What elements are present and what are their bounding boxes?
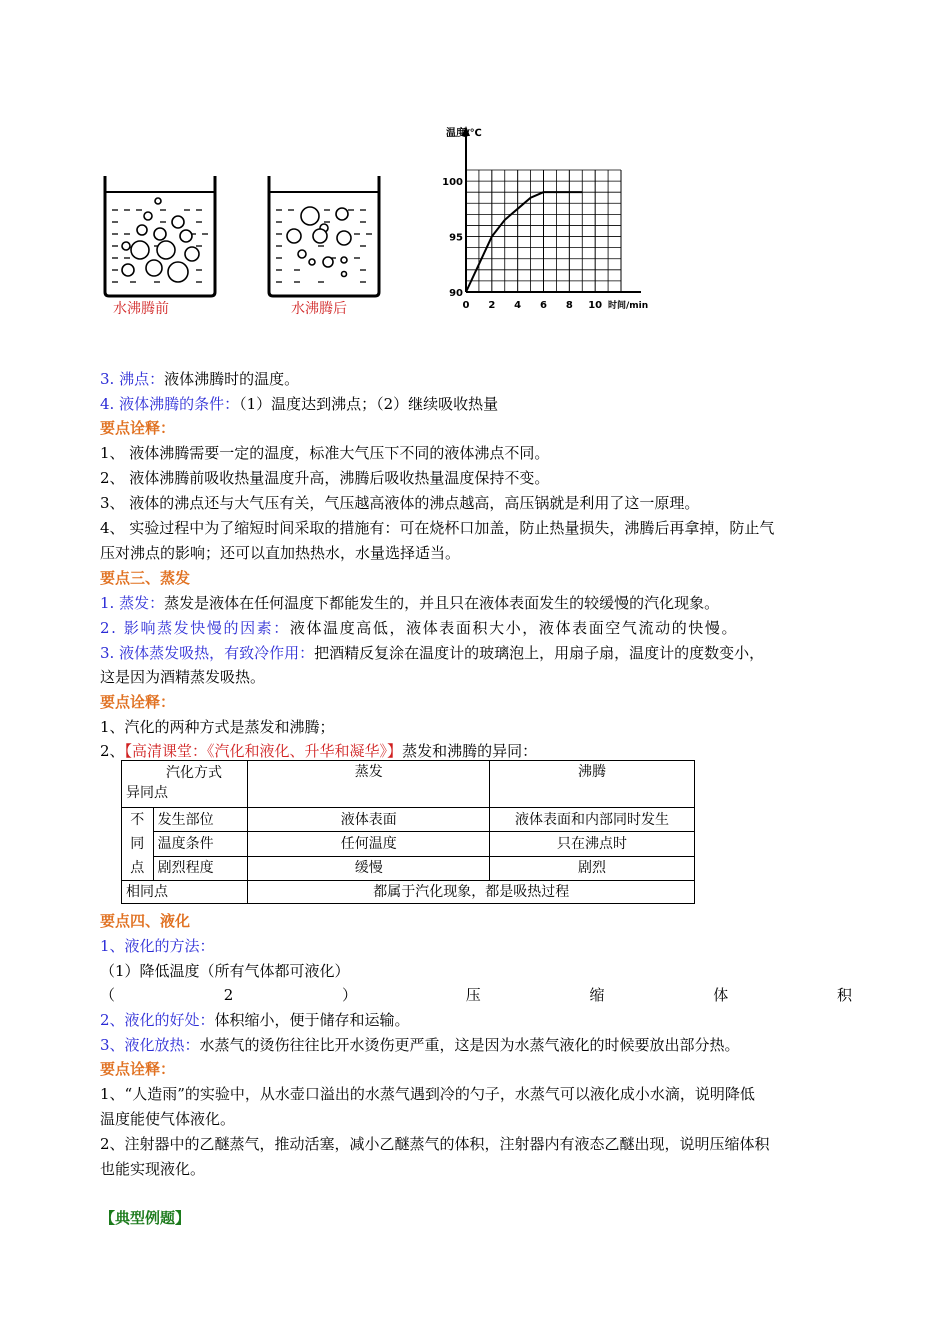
point-3-1a: 1、“人造雨”的实验中，从水壶口溢出的水蒸气遇到冷的勺子，水蒸气可以液化成小水滴，说明降低 [100, 1085, 755, 1103]
point-2-2 [100, 740, 852, 762]
table-col-evaporation: 蒸发 [248, 761, 490, 808]
point-3-2b: 也能实现液化。 [100, 1160, 206, 1178]
point-2-2-text: 蒸发和沸腾的异同： [402, 742, 538, 760]
table-cell: 任何温度 [248, 832, 490, 856]
table-col-boiling: 沸腾 [490, 761, 695, 808]
evaporation-def-label: 1. 蒸发： [100, 594, 165, 612]
evaporation-cooling-line [100, 642, 852, 664]
boiling-condition-label: 4. 液体沸腾的条件： [100, 395, 240, 413]
liquefaction-benefit-line [100, 1009, 852, 1031]
beaker-after-figure [264, 170, 389, 300]
boiling-point-text: 液体沸腾时的温度。 [164, 370, 300, 388]
liquefaction-heat-label: 3、液化放热： [100, 1036, 200, 1054]
liquefaction-heat-text: 水蒸气的烫伤往往比开水烫伤更严重，这是因为水蒸气液化的时候要放出部分热。 [199, 1036, 740, 1054]
table-same-text: 都属于汽化现象，都是吸热过程 [248, 881, 695, 904]
x-tick-label: 6 [540, 300, 547, 311]
y-tick-label: 90 [449, 288, 463, 299]
y-axis-label: 温度/℃ [446, 128, 482, 139]
key-points-heading-2: 要点诠释： [100, 693, 176, 711]
table-row [122, 832, 695, 856]
beaker-before-figure [100, 170, 225, 300]
liquefaction-benefit-text: 体积缩小，便于储存和运输。 [214, 1011, 410, 1029]
table-cell-label: 发生部位 [153, 808, 248, 832]
point-2-1: 1、汽化的两种方式是蒸发和沸腾； [100, 718, 335, 736]
before-caption: 水沸腾前 [113, 301, 169, 317]
x-tick-label: 10 [588, 300, 603, 311]
table-header-corner [122, 761, 248, 808]
x-axis-label: 时间/min [608, 301, 649, 311]
point-1-3: 3、 液体的沸点还与大气压有关，气压越高液体的沸点越高，高压锅就是利用了这一原理。 [100, 494, 700, 512]
point-1-4b: 压对沸点的影响；还可以直加热热水，水量选择适当。 [100, 544, 461, 562]
table-head-top: 汽化方式 [166, 765, 222, 781]
liquefaction-methods: 1、液化的方法： [100, 937, 215, 955]
point-3-1b: 温度能使气体液化。 [100, 1110, 236, 1128]
liquefaction-benefit-label: 2、液化的好处： [100, 1011, 215, 1029]
boiling-point-label: 3. 沸点： [100, 370, 165, 388]
temperature-series-line [466, 192, 582, 292]
table-cell: 液体表面 [248, 808, 490, 832]
section-liquefaction-title: 要点四、液化 [100, 912, 191, 930]
point-1-2: 2、 液体沸腾前吸收热量温度升高，沸腾后吸收热量温度保持不变。 [100, 469, 550, 487]
method-cooling: （1）降低温度（所有气体都可液化） [100, 962, 350, 980]
key-points-heading-1: 要点诠释： [100, 419, 176, 437]
table-cell: 剧烈 [490, 856, 695, 880]
table-row [122, 808, 695, 832]
point-1-1: 1、 液体沸腾需要一定的温度，标准大气压下不同的液体沸点不同。 [100, 444, 550, 462]
table-row [122, 856, 695, 880]
evaporation-boiling-table [121, 760, 695, 904]
x-tick-label: 0 [462, 300, 470, 311]
table-head-bottom: 异同点 [126, 785, 168, 801]
boiling-condition-text: （1）温度达到沸点；（2）继续吸收热量 [239, 395, 499, 413]
evaporation-cooling-label: 3. 液体蒸发吸热，有致冷作用： [100, 644, 315, 662]
y-tick-label: 95 [449, 232, 463, 244]
key-points-heading-3: 要点诠释： [100, 1060, 176, 1078]
boiling-temperature-chart [440, 122, 665, 322]
table-same-label: 相同点 [122, 881, 248, 904]
y-tick-label: 100 [442, 177, 463, 189]
x-tick-label: 2 [488, 300, 496, 311]
x-tick-label: 8 [565, 300, 573, 311]
hd-class-link[interactable]: 【高清课堂：《汽化和液化、升华和凝华》】 [124, 742, 403, 760]
boiling-condition-line [100, 393, 852, 415]
table-cell: 缓慢 [248, 856, 490, 880]
point-3-2a: 2、注射器中的乙醚蒸气，推动活塞，减小乙醚蒸气的体积，注射器内有液态乙醚出现，说明压缩体积 [100, 1135, 770, 1153]
method-compression: （ 2 ） 压 缩 体 积 [100, 986, 852, 1004]
point-2-2-num: 2、 [100, 742, 125, 760]
after-caption: 水沸腾后 [291, 301, 347, 317]
evaporation-def-line [100, 592, 852, 614]
evaporation-def-text: 蒸发是液体在任何温度下都能发生的，并且只在液体表面发生的较缓慢的汽化现象。 [164, 594, 720, 612]
table-row [122, 761, 695, 808]
x-tick-label: 4 [514, 300, 522, 311]
evaporation-factors-line [100, 617, 852, 639]
table-cell-label: 温度条件 [153, 832, 248, 856]
point-1-4a: 4、 实验过程中为了缩短时间采取的措施有：可在烧杯口加盖，防止热量损失，沸腾后再拿掉，防止气 [100, 519, 775, 537]
boiling-point-line [100, 368, 852, 390]
typical-examples-heading: 【典型例题】 [100, 1209, 191, 1227]
table-cell-label: 剧烈程度 [153, 856, 248, 880]
evaporation-cooling-text: 把酒精反复涂在温度计的玻璃泡上，用扇子扇，温度计的度数变小， [314, 644, 765, 662]
table-diff-label: 不 同 点 [122, 808, 154, 881]
section-evaporation-title: 要点三、蒸发 [100, 569, 191, 587]
evaporation-cooling-cont: 这是因为酒精蒸发吸热。 [100, 668, 266, 686]
table-cell: 液体表面和内部同时发生 [490, 808, 695, 832]
liquefaction-heat-line [100, 1034, 852, 1056]
evaporation-factors-label: 2. 影响蒸发快慢的因素： [100, 619, 290, 637]
table-row [122, 881, 695, 904]
evaporation-factors-text: 液体温度高低，液体表面积大小，液体表面空气流动的快慢。 [289, 619, 739, 637]
table-cell: 只在沸点时 [490, 832, 695, 856]
